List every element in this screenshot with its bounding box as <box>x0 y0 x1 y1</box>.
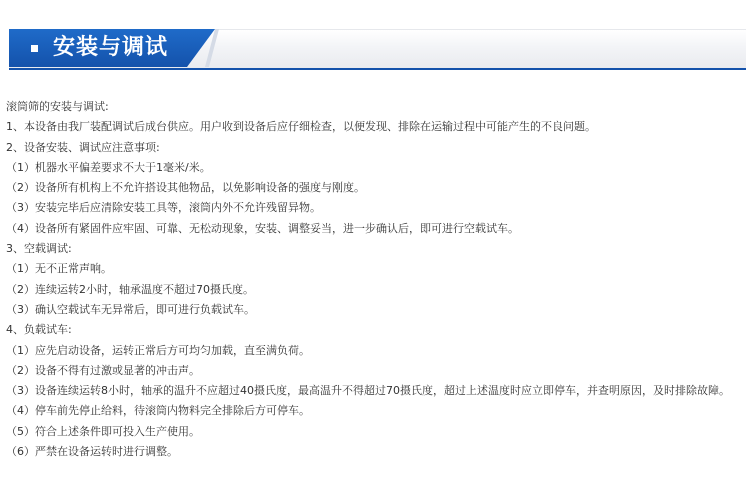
item-4-sub-2: （2）设备不得有过激或显著的冲击声。 <box>6 363 200 377</box>
section-title: 安装与调试 <box>53 35 169 60</box>
item-2-sub-3: （3）安装完毕后应清除安装工具等，滚筒内外不允许残留异物。 <box>6 201 321 215</box>
item-4-sub-1: （1）应先启动设备，运转正常后方可均匀加载，直至满负荷。 <box>6 343 310 357</box>
intro-line: 滚筒筛的安装与调试: <box>6 100 109 113</box>
item-2-sub-1: （1）机器水平偏差要求不大于1毫米/米。 <box>6 160 211 174</box>
item-4-sub-3: （3）设备连续运转8小时，轴承的温升不应超过40摄氏度，最高温升不得超过70摄氏度，超过上述温度时应立即停车，并查明原因，及时排除故障。 <box>6 384 730 398</box>
item-3-heading: 3、空载调试: <box>6 242 72 256</box>
item-2-heading: 2、设备安装、调试应注意事项: <box>6 140 160 154</box>
item-4-heading: 4、负载试车: <box>6 323 72 337</box>
item-4-sub-5: （5）符合上述条件即可投入生产使用。 <box>6 424 200 438</box>
item-3-sub-2: （2）连续运转2小时，轴承温度不超过70摄氏度。 <box>6 282 254 296</box>
item-4-sub-4: （4）停车前先停止给料，待滚筒内物料完全排除后方可停车。 <box>6 404 310 418</box>
item-2-sub-2: （2）设备所有机构上不允许搭设其他物品，以免影响设备的强度与刚度。 <box>6 181 365 195</box>
section-header <box>9 29 746 67</box>
square-bullet-icon <box>31 45 38 52</box>
installation-text <box>6 97 746 462</box>
item-1-line: 1、本设备由我厂装配调试后成台供应。用户收到设备后应仔细检查，以便发现、排除在运输过程中可能产生的不良问题。 <box>6 120 596 134</box>
item-4-sub-6: （6）严禁在设备运转时进行调整。 <box>6 445 178 459</box>
item-3-sub-3: （3）确认空载试车无异常后，即可进行负载试车。 <box>6 302 255 316</box>
header-divider <box>9 68 746 70</box>
item-3-sub-1: （1）无不正常声响。 <box>6 262 112 276</box>
item-2-sub-4: （4）设备所有紧固件应牢固、可靠、无松动现象，安装、调整妥当，进一步确认后，即可进行空载试车。 <box>6 221 519 235</box>
